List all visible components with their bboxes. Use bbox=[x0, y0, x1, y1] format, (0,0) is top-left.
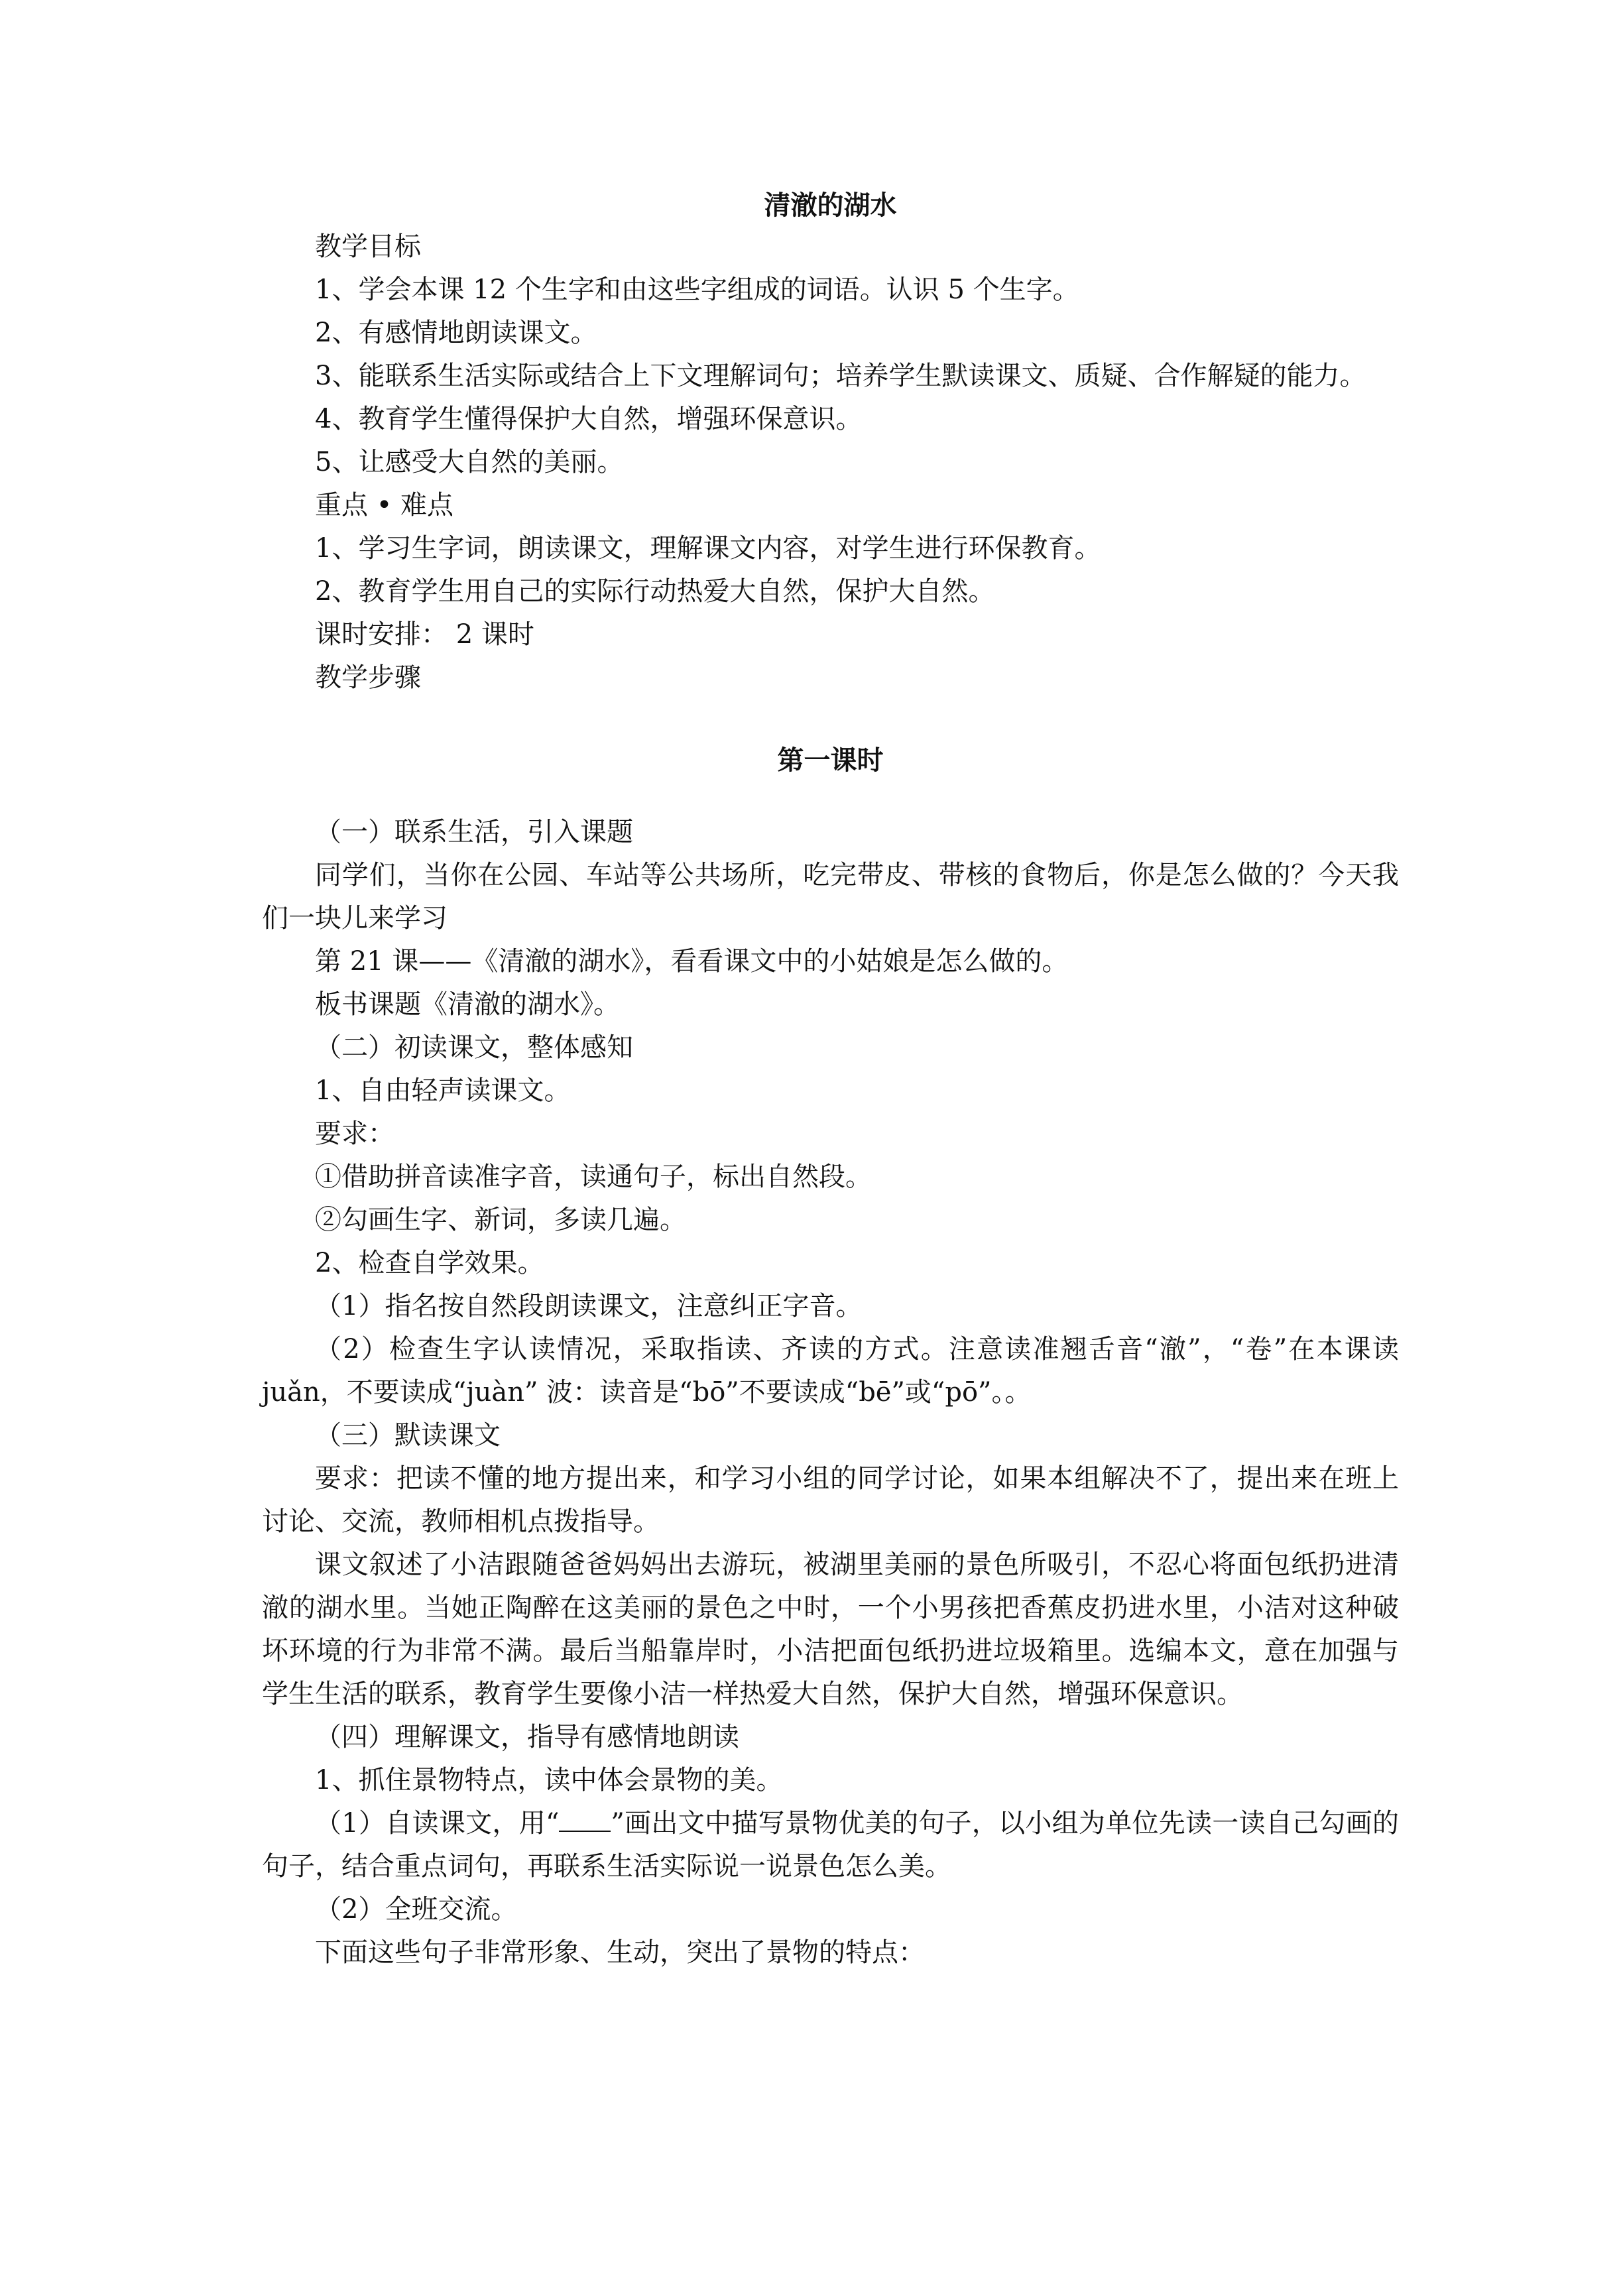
body-paragraph: 下面这些句子非常形象、生动，突出了景物的特点： bbox=[315, 1937, 925, 1968]
spacer bbox=[262, 699, 1399, 741]
objective-item: 3、能联系生活实际或结合上下文理解词句；培养学生默读课文、质疑、合作解疑的能力。 bbox=[315, 361, 1366, 391]
body-paragraph: 要求： bbox=[315, 1118, 394, 1149]
list-item bbox=[262, 1802, 1399, 1888]
heading-key-points: 重点 • 难点 bbox=[315, 490, 454, 520]
body-paragraph: 板书课题《清澈的湖水》。 bbox=[315, 989, 620, 1020]
body-paragraph: 2、检查自学效果。 bbox=[315, 1248, 544, 1278]
spacer bbox=[262, 780, 1399, 811]
step-heading: （三）默读课文 bbox=[315, 1420, 501, 1451]
objective-item: 2、有感情地朗读课文。 bbox=[315, 318, 597, 348]
body-paragraph: 要求：把读不懂的地方提出来，和学习小组的同学讨论，如果本组解决不了，提出来在班上讨论、交流，教师相机点拨指导。 bbox=[262, 1463, 1399, 1537]
body-paragraph: 同学们，当你在公园、车站等公共场所，吃完带皮、带核的食物后，你是怎么做的？今天我们一块儿来学习 bbox=[262, 860, 1399, 934]
list-item: （2）检查生字认读情况，采取指读、齐读的方式。注意读准翘舌音“澈”，“卷”在本课读 juǎn，不要读成“juàn” 波：读音是“bō”不要读成“bē”或“pō”。。 bbox=[262, 1334, 1399, 1408]
heading-steps: 教学步骤 bbox=[315, 662, 421, 693]
objective-item: 5、让感受大自然的美丽。 bbox=[315, 447, 624, 477]
list-item: （2）全班交流。 bbox=[315, 1894, 518, 1925]
step-heading: （一）联系生活，引入课题 bbox=[315, 817, 633, 847]
underline-blank bbox=[559, 1808, 611, 1832]
body-paragraph: 1、抓住景物特点，读中体会景物的美。 bbox=[315, 1765, 783, 1795]
schedule-line: 课时安排： 2 课时 bbox=[315, 619, 534, 650]
heading-objectives: 教学目标 bbox=[315, 231, 421, 262]
objective-item: 1、学会本课 12 个生字和由这些字组成的词语。认识 5 个生字。 bbox=[315, 274, 1079, 305]
text-fragment: （1）自读课文，用“ bbox=[315, 1808, 560, 1839]
body-paragraph: 课文叙述了小洁跟随爸爸妈妈出去游玩，被湖里美丽的景色所吸引，不忍心将面包纸扔进清澈的湖水里。当她正陶醉在这美丽的景色之中时，一个小男孩把香蕉皮扔进水里，小洁对这种破坏环境的行为非常不满。最后当船靠岸时，小洁把面包纸扔进垃圾箱里。选编本文，意在加强与学生生活的联系，教育学生要像小洁一样热爱大自然，保护大自然，增强环保意识。 bbox=[262, 1549, 1399, 1709]
body-paragraph: 1、自由轻声读课文。 bbox=[315, 1075, 571, 1106]
document-page bbox=[262, 186, 1399, 1974]
list-item: （1）指名按自然段朗读课文，注意纠正字音。 bbox=[315, 1291, 863, 1321]
step-heading: （二）初读课文，整体感知 bbox=[315, 1032, 633, 1063]
key-point-item: 2、教育学生用自己的实际行动热爱大自然，保护大自然。 bbox=[315, 576, 995, 607]
objective-item: 4、教育学生懂得保护大自然，增强环保意识。 bbox=[315, 404, 863, 434]
document-title: 清澈的湖水 bbox=[764, 190, 897, 221]
list-item: ①借助拼音读准字音，读通句子，标出自然段。 bbox=[315, 1162, 872, 1192]
lesson-heading: 第一课时 bbox=[777, 745, 884, 776]
body-paragraph: 第 21 课——《清澈的湖水》，看看课文中的小姑娘是怎么做的。 bbox=[315, 946, 1069, 977]
text-fragment: ”画出文中描写景物优美的句子，以小组为单位先读一读自己勾画的句子，结合重点词句，再联系生活实际说一说景色怎么美。 bbox=[262, 1808, 1399, 1882]
list-item: ②勾画生字、新词，多读几遍。 bbox=[315, 1205, 686, 1235]
key-point-item: 1、学习生字词，朗读课文，理解课文内容，对学生进行环保教育。 bbox=[315, 533, 1101, 564]
step-heading: （四）理解课文，指导有感情地朗读 bbox=[315, 1722, 739, 1752]
